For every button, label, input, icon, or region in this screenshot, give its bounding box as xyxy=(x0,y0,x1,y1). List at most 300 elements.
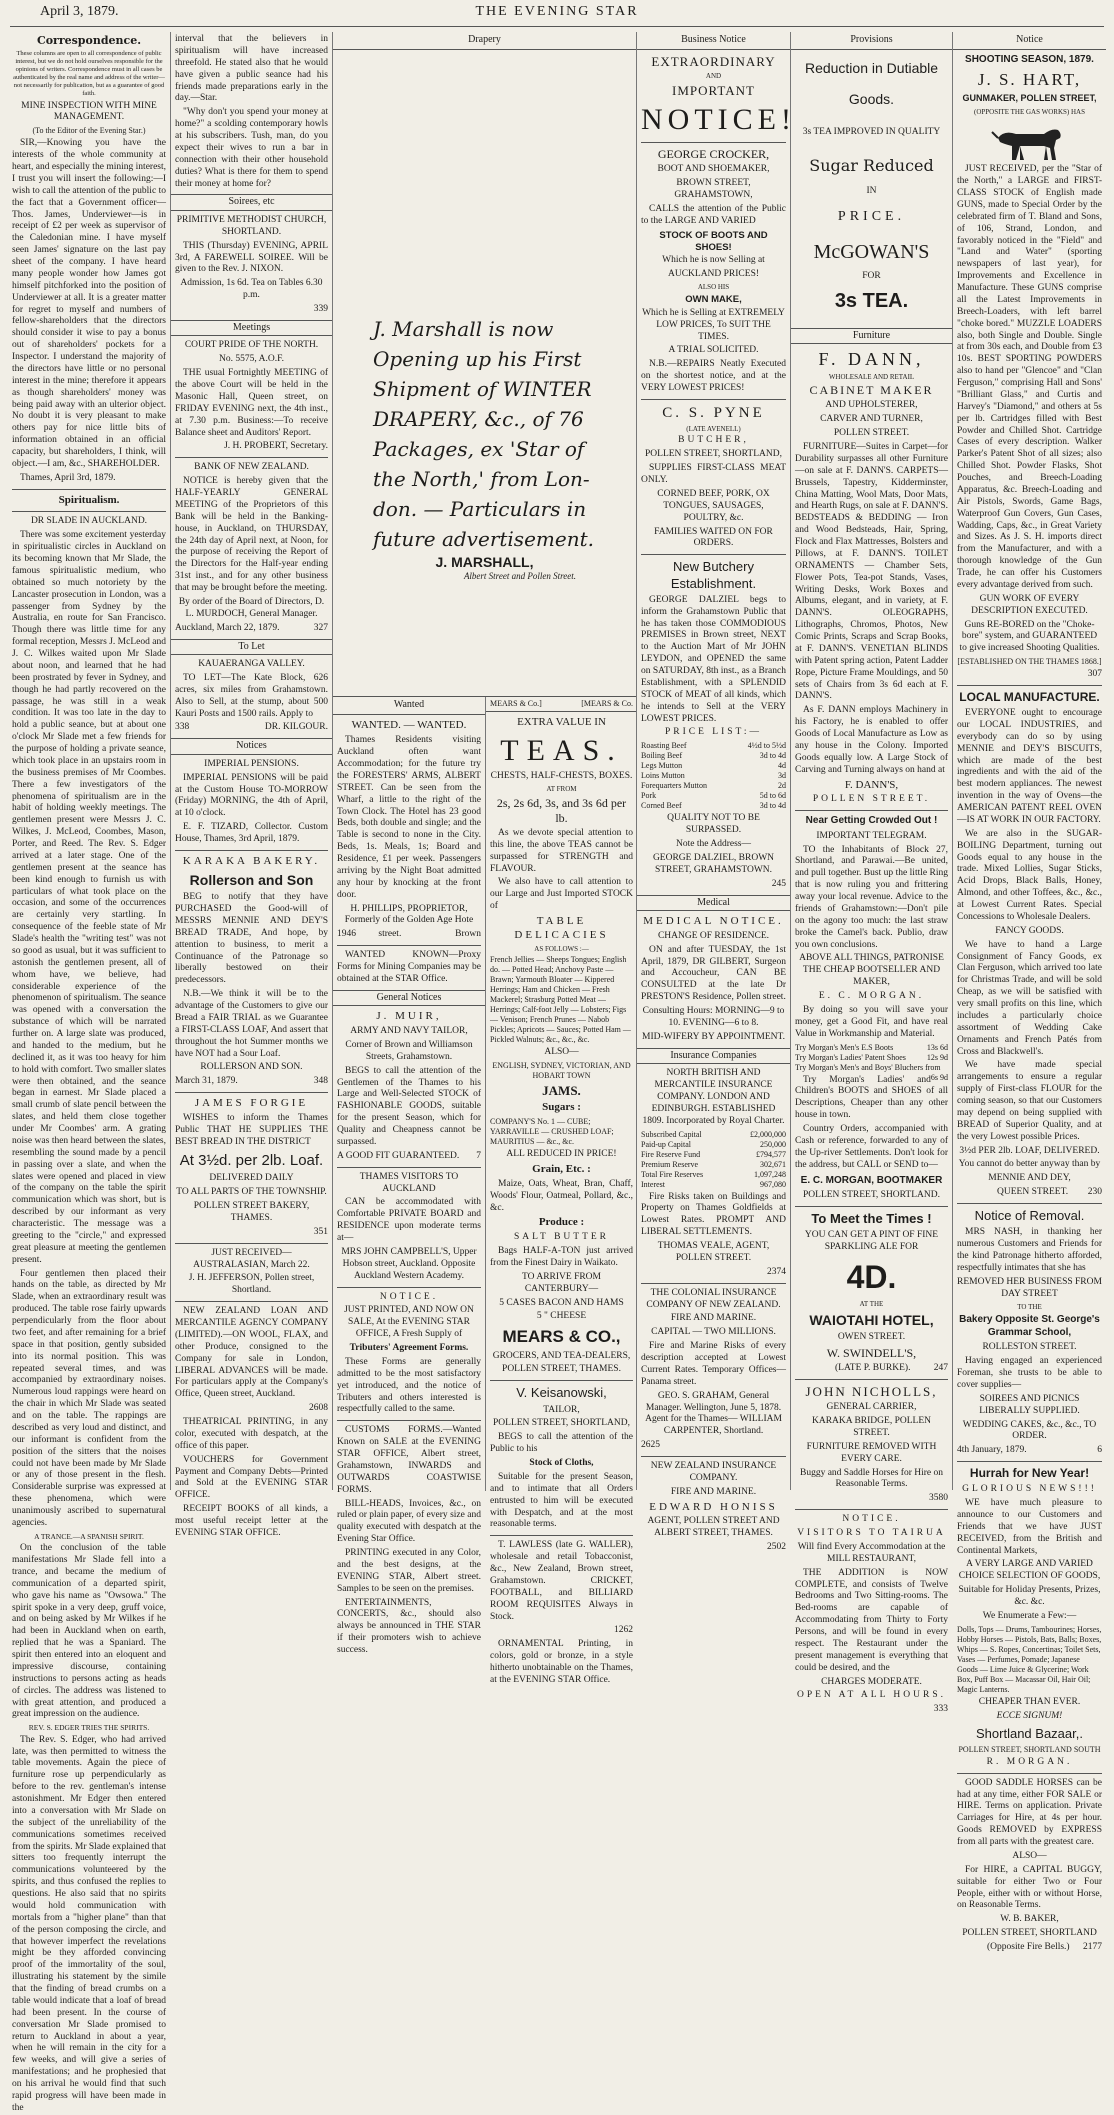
figure-value: 967,080 xyxy=(760,1179,786,1189)
divider xyxy=(337,945,481,946)
mears-address: POLLEN STREET, THAMES. xyxy=(502,1364,621,1375)
ad-number: 2502 xyxy=(767,1542,786,1553)
divider xyxy=(957,1461,1102,1462)
mennie-street-line xyxy=(957,1187,1102,1199)
medical-sub: CHANGE OF RESIDENCE. xyxy=(657,930,770,941)
section-notices: Notices xyxy=(171,738,332,755)
marshall-name: J. MARSHALL, xyxy=(435,553,534,570)
removal-date: 4th January, 1879. xyxy=(957,1445,1027,1456)
quality: QUALITY NOT TO BE SURPASSED. xyxy=(667,813,760,836)
cannot-do-better: You cannot do better anyway than by xyxy=(958,1159,1101,1170)
honiss-sign: AGENT, POLLEN STREET AND ALBERT STREET, THAMES. xyxy=(647,1516,780,1539)
section-to-let: To Let xyxy=(171,639,332,656)
muir-fit: A GOOD FIT GUARANTEED. xyxy=(337,1150,460,1161)
wanted-title: WANTED. — WANTED. xyxy=(351,718,467,731)
morgan-more: Try Morgan's Ladies' and Children's BOOTS and SHOES of all Descriptions, Cheaper than any other house in town. xyxy=(795,1074,948,1121)
produce-heading: Produce : xyxy=(538,1216,585,1229)
baker-opposite-line xyxy=(957,1942,1102,1954)
divider xyxy=(641,1283,786,1284)
column-notices xyxy=(170,32,332,1538)
tairua-open: OPEN AT ALL HOURS. xyxy=(796,1690,946,1701)
price-row xyxy=(641,771,786,781)
divider xyxy=(175,850,328,851)
divider xyxy=(12,511,166,512)
figure-row xyxy=(641,1150,786,1160)
crocker-name: GEORGE CROCKER, xyxy=(657,147,770,162)
buggy-body: For HIRE, a CAPITAL BUGGY, suitable for either Two or Four People, either with or without Horse, on Reasonable Terms. xyxy=(957,1864,1102,1911)
morgan-item-row xyxy=(795,1043,948,1053)
figure-row xyxy=(641,1140,786,1150)
correspondence-disclaimer: These columns are open to all correspondence of public interest, but we do not hold ourselves responsible for the opinions of writers. Correspondence must in all cases be authenticated by the real name and address of the writer—not necessarily for publication, but as a guarantee of good faith. xyxy=(13,49,165,98)
printing: PRINTING executed in any Color, and the best designs, at the EVENING STAR, Albert street. Samples to be seen on the premises. xyxy=(337,1548,481,1594)
waiotahi-hotel: WAIOTAHI HOTEL, xyxy=(809,1311,934,1328)
mcgowans-tea: 3s TEA. xyxy=(834,289,909,312)
pyne-late: (LATE AVENELL) xyxy=(686,424,741,433)
sugar-in: IN xyxy=(866,186,877,197)
dann-wholesale: WHOLESALE AND RETAIL xyxy=(828,372,915,381)
bnz-date: Auckland, March 22, 1879. xyxy=(175,622,280,633)
salt-butter-body: Bags HALF-A-TON just arrived from the Finest Dairy in Waikato. xyxy=(490,1246,633,1268)
divider xyxy=(337,1287,481,1288)
muir-name: J. MUIR, xyxy=(376,1010,442,1023)
price-item: Roasting Beef xyxy=(641,741,687,751)
dann-name: F. DANN, xyxy=(818,349,925,370)
marshall-line: the North,' from Lon- xyxy=(373,466,590,491)
price-row xyxy=(641,751,786,761)
forgie-bakery: POLLEN STREET BAKERY, THAMES. xyxy=(193,1201,310,1223)
pyne-address: POLLEN STREET, SHORTLAND, xyxy=(645,449,782,460)
notice-big: NOTICE! xyxy=(641,102,796,136)
star-notice-title: NOTICE. xyxy=(379,1291,439,1302)
crocker-own-make: OWN MAKE, xyxy=(685,293,742,305)
ad-number: 2608 xyxy=(309,1403,328,1414)
cheaper-than-ever: CHEAPER THAN EVER. xyxy=(978,1696,1081,1707)
divider xyxy=(641,1456,786,1457)
column-correspondence xyxy=(8,32,170,2113)
nicholls-buggy: Buggy and Saddle Horses for Hire on Reasonable Terms. xyxy=(799,1467,943,1490)
ad-number: 2625 xyxy=(641,1440,660,1451)
swindell-name: W. SWINDELL'S, xyxy=(826,1346,917,1360)
divider xyxy=(175,457,328,458)
divider xyxy=(957,1203,1102,1204)
cheese: 5 " CHEESE xyxy=(536,1311,587,1322)
crocker-stock: STOCK OF BOOTS AND SHOES! xyxy=(659,229,768,253)
price-value: 4d xyxy=(778,761,786,771)
dann-sign-street: POLLEN STREET. xyxy=(812,794,931,805)
mine-letter-title: MINE INSPECTION WITH MINE MANAGEMENT. xyxy=(21,100,157,123)
mears-name: MEARS & CO., xyxy=(502,1327,621,1347)
figure-row xyxy=(641,1160,786,1170)
rollerson-nb: N.B.—We think it will be to the advantage of the Customers to give our Bread a FAIR TRIAL as we Guarantee a FIRST-CLASS LOAF, And assert that throughout the hot Summer months we have NOT had a Sour Loaf. xyxy=(175,989,328,1059)
dann-carver: CARVER AND TURNER, xyxy=(820,414,923,425)
mcgowans: McGOWAN'S xyxy=(813,240,930,263)
wanted-street: street. xyxy=(378,929,402,940)
star-notice-body: JUST PRINTED, AND NOW ON SALE, At the EVENING STAR OFFICE, A Fresh Supply of xyxy=(344,1305,474,1340)
sugars-items: COMPANY'S No. 1 — CUBE; YARRAVILLE — CRUSHED LOAF; MAURITIUS — &c., &c. xyxy=(490,1117,614,1147)
divider xyxy=(175,1243,328,1244)
crocker-address: BROWN STREET, GRAHAMSTOWN, xyxy=(674,178,753,200)
ad-number: 307 xyxy=(1087,669,1102,680)
price-item: Corned Beef xyxy=(641,801,682,811)
extraordinary: EXTRAORDINARY xyxy=(651,53,776,69)
morgan-text: By doing so you will save your money, get a Good Fit, and have real Value in Workmanship and Material. xyxy=(795,1004,948,1039)
ad-number: 327 xyxy=(313,622,328,633)
section-notice: Notice xyxy=(953,32,1106,50)
wanted-known-body: WANTED KNOWN—Proxy Forms for Mining Companies may be obtained at the STAR Office. xyxy=(337,950,481,984)
dann-cabinet: CABINET MAKER xyxy=(809,383,934,398)
section-business-notice: Business Notice xyxy=(637,32,790,50)
price-list-title: PRICE LIST:— xyxy=(664,727,763,738)
divider xyxy=(641,554,786,555)
pensions-title: IMPERIAL PENSIONS. xyxy=(204,758,299,769)
price-list xyxy=(641,741,786,811)
removal-wedding: WEDDING CAKES, &c., &c., TO ORDER. xyxy=(962,1419,1097,1442)
bnz-body: NOTICE is hereby given that the HALF-YEARLY GENERAL MEETING of the Proprietors of this Bank will be held in the Banking-house, in Auckland, on THURSDAY, the 24th day of April next, at Noon, for the purpose of receiving the Report of the Directors for the Half-year ending 31st inst., and for any other business that may be brought before the meeting. xyxy=(175,476,328,593)
mine-letter-sign: Thames, April 3rd, 1879. xyxy=(20,472,116,483)
ad-number: 338 xyxy=(175,722,190,733)
removal-body-2: Having engaged an experienced Foreman, she trusts to be able to cover supplies— xyxy=(957,1356,1102,1390)
grain-items: Maize, Oats, Wheat, Bran, Chaff, Woods' Flour, Oatmeal, Pollard, &c., &c. xyxy=(490,1178,633,1213)
saddle-also: ALSO— xyxy=(1012,1850,1047,1861)
meet-times-title: To Meet the Times ! xyxy=(811,1210,932,1226)
divider xyxy=(795,1379,948,1380)
divider xyxy=(490,1535,633,1536)
marshall-ad xyxy=(333,54,636,714)
rollerson-body: BEG to notify that they have PURCHASED the Good-will of MESSRS MENNIE AND DEY'S BREAD TRADE, And hope, by attention to business, to merit a Continuance of the Patronage so liberally bestowed on their predecessors. xyxy=(175,892,328,986)
reduction-title: Reduction in Dutiable xyxy=(804,59,939,76)
lawless-body: T. LAWLESS (late G. WALLER), wholesale and retail Tobacconist, &c., New Zealand, Brown street, Grahamstown. CRICKET, FOOTBALL, and BILLIARD ROOM REQUISITES Always in Stock. xyxy=(490,1540,633,1622)
spiritualism-body-2: Four gentlemen then placed their hands on the table, as directed by Mr Slade, when an extraordinary result was produced. The table rose fairly upwards perpendicularly from the floor about two feet, and after remaining for a brief space in that position, gently subsided into its normal position. This was repeated several times, and was accompanied by extraordinary noises. Numerous loud rappings were heard on the chair in which Mr Slade was seated and on the table. The rappings are described as very loud and distinct, and our informant is confident from the position of the sitters that the noises could not have been made by Mr Slade or any of those present in the flesh. Considerable surprise was expressed at these phenomena, which were unanimously ascribed to supernatural agencies. xyxy=(12,1268,166,1528)
mennie-dey: MENNIE AND DEY, xyxy=(988,1173,1071,1184)
mears-header-right: [MEARS & Co. xyxy=(581,699,633,708)
morgan-name: E. C. MORGAN. xyxy=(818,991,925,1001)
removal-date-line xyxy=(957,1445,1102,1457)
bazaar-address: POLLEN STREET, SHORTLAND SOUTH xyxy=(958,1744,1101,1754)
local-manufacture-body-3: We have to hand a Large Consignment of Fancy Goods, ex Clan Ferguson, which arrived too late for Christmas Trade, and will be sold Cheap, as we will be satisfied with very small profits on this line, which includes a particularly choice assortment of Wedding Cake Ornaments and French Patés from Cross and Blackwell's. xyxy=(957,939,1102,1057)
spiritualism-body: There was some excitement yesterday in spiritualistic circles in Auckland on its becoming known that Mr Slade, the famous spiritualistic medium, who obtained so much notoriety by the Lancaster prosecution in London, was a passenger from Sydney by the Australia, en route for San Francisco. Though there was little time for any formal reception, Messrs J. McLeod and J. C. Wilkes waited upon Mr Slade about noon, and learned that he had been prostrated by fever in Sydney, and though he had partly recovered on the passage, he was still in a weak condition. It was too late in the day to hold a public seance, but at about one o'clock Mr Slade met a few friends for the purpose of holding a private seance, which took place in an upstairs room in the business premises of Mr Coombes. There a few investigators of the phenomena of spiritualism are in the habit of holding weekly meetings. The gentlemen present were Messrs J. C. Wilkes, J. McLeod, Coombes, Mason, Porter, and Reed. The Rev. S. Edger arrived at a later stage. One of the gentlemen present at the seance has been kind enough to furnish us with particulars of what took place on the occasion, and some of the occurrences are certainly very startling. In consequence of the feeble state of Mr Slade's health the "writing test" was not so good as usual, but it was sufficient to astonish the gentlemen present, all of whom have, we believe, had considerable experience of the phenomenon of spiritualism. The seance was opened with a conversation the substance of which will be narrated further on. A large slate was produced, and handed to the medium, but he declined it, as it was too heavy for him to hold with comfort. Two smaller slates were then obtained, and the seance began in earnest. Mr Slade placed a small crumb of slate pencil between the slates, and held them close together under Mr Coombes' arm. A grating noise was then heard between the slates, resembling the sound made by a pencil in passing over a slate, and when the slates were opened and placed in view of the company on the table the spirit communication which was short, but is described by our informant as very characteristic. The message was a greeting to the "circle," and expressed great pleasure at meeting the gentlemen present. xyxy=(12,530,166,1265)
hart-reboring: Guns RE-BORED on the "Choke-bore" system, and GUARANTEED to give increased Shooting Qualities. xyxy=(959,619,1100,654)
column-drapery xyxy=(332,32,636,1685)
thames-visitors-title: THAMES VISITORS TO AUCKLAND xyxy=(359,1171,459,1194)
marshall-line: DRAPERY, &c., of 76 xyxy=(373,406,584,431)
divider xyxy=(641,399,786,400)
crocker-body: CALLS the attention of the Public to the LARGE AND VARIED xyxy=(641,203,786,226)
spiritualism-subheading: DR SLADE IN AUCKLAND. xyxy=(30,516,148,527)
pensions-sign: E. F. TIZARD, Collector. Custom House, Thames, 3rd April, 1879. xyxy=(175,822,328,844)
wanted-num-line xyxy=(337,929,481,941)
delicacies-items: French Jellies — Sheeps Tongues; English do. — Potted Head; Anchovy Paste — Brawn; Yarmouth Bloater — Kippered Herrings; Ham and Chicken — Fresh Mackerel; Strasburg Potted Meat — Herrings; Calf-foot Jelly — Lobsters; Figs — Venison; French Prunes — Nabob Pickles; Apricots — Sauces; Potted Ham — Pickled Walnuts; &c., &c., &c. xyxy=(490,955,631,1045)
forgie-delivered: DELIVERED DAILY xyxy=(209,1173,294,1184)
loaf-price: 3½d PER 2lb. LOAF, DELIVERED. xyxy=(959,1145,1100,1156)
hart-body: JUST RECEIVED, per the "Star of the North," a LARGE and FIRST-CLASS STOCK of English made GUNS, made to Special Order by the celebrated firm of T. Bland and Sons, of 106, Strand, London, and favorably noticed in the "Field" and "Land and Water" (sporting newspapers of last year), for Improvements and Excellence in Manufacture. These GUNS comprise all the Latest Improvements in Breech-Loaders, with left barrel "choke bored." MUZZLE LOADERS also, both Single and Double. Single at from 30s each, and Double from £3 10s. BEST SPORTING POWDERS also to hand per "Glencoe" and "Clan Ferguson," comprising Hall and Sons' "Brilliant Glass," and Curtis and Harvey's "Diamond," and others at 5s per lb. Cartridges filled with Best Powder and Chilled Shot. Cartridge Cases of every description. Walker Parker's Patent Shot of all sizes; also Chilled Shot. Powder Flasks, Shot Pouches, and Breech-Loading Apparatus, &c. Breech-Loading and Air Pistols, Swords, Game Bags, Waterproof Gun Covers, Gun Cases, Wadding, Caps, &c., in Great Variety and Sizes. As J. S. H. imports direct from the Manufacturer, and with a thorough knowledge of the Gun Trade, he can offer his Customers every advantage derived from such. xyxy=(957,164,1102,590)
ad-number: 1946 xyxy=(337,929,356,940)
muir-trade: ARMY AND NAVY TAILOR, xyxy=(350,1026,468,1036)
colonial-body: Fire and Marine Risks of every description accepted at Lowest Current Rates. Temporary Offices—Panama street. xyxy=(641,1341,786,1387)
pyne-trade: BUTCHER, xyxy=(678,435,749,446)
divider xyxy=(957,1773,1102,1774)
divider xyxy=(957,685,1102,686)
nicholls-trade: GENERAL CARRIER, xyxy=(826,1402,917,1413)
divider xyxy=(175,1092,328,1093)
mears-header-left: MEARS & Co.] xyxy=(490,699,542,708)
tairua-visitors: VISITORS TO TAIRUA xyxy=(797,1528,946,1538)
muir-address: Corner of Brown and Williamson Streets, Grahamstown. xyxy=(345,1039,473,1062)
just-received-title: JUST RECEIVED— AUSTRALASIAN, March 22. xyxy=(193,1247,310,1270)
masthead xyxy=(0,0,1114,30)
divider xyxy=(175,1301,328,1302)
tairua-notice: NOTICE. xyxy=(842,1514,901,1525)
to-arrive: TO ARRIVE FROM CANTERBURY— xyxy=(521,1271,601,1294)
correspondence-heading: Correspondence. xyxy=(36,34,142,47)
mine-letter-to: (To the Editor of the Evening Star.) xyxy=(32,126,146,136)
meet-times-body: YOU CAN GET A PINT OF FINE SPARKLING ALE FOR xyxy=(804,1230,939,1252)
ad-number: 2374 xyxy=(767,1266,786,1277)
colonial-fire-marine: FIRE AND MARINE. xyxy=(670,1313,757,1324)
crocker-prices: AUCKLAND PRICES! xyxy=(667,269,760,280)
teas-body: As we devote special attention to this line, the above TEAS cannot be surpassed for STRENGTH and FLAVOUR. xyxy=(490,827,633,874)
teas-at-from: AT FROM xyxy=(546,785,577,794)
hart-opposite: (OPPOSITE THE GAS WORKS) HAS xyxy=(974,107,1085,116)
trance-body: On the conclusion of the table manifestations Mr Slade fell into a trance, and became the medium of communication of a departed spirit, who gave his name as "Owsowa." The spirit spoke in a very deep, gruff voice, and on being asked by Mr Wilkes if he had been in Auckland when on earth, replied that he was a Spaniard. The spirit then entered into an eloquent and impressive discourse, containing instructions to persons acting as heads of circles. The address was listened to with great attention, and produced a great impression on the audience. xyxy=(12,1543,166,1720)
dann-upholsterer: AND UPHOLSTERER, xyxy=(825,400,918,411)
medical-body: ON and after TUESDAY, the 1st April, 1879, DR GILBERT, Surgeon and Accoucheur, CAN BE CONSULTED at the late Dr PRESTON'S Residence, Pollen street. xyxy=(641,944,786,1003)
nicholls-name: JOHN NICHOLLS, xyxy=(805,1383,938,1399)
morgan-price: 12s 9d xyxy=(926,1052,948,1062)
mears-header xyxy=(486,697,637,712)
spiritualism-heading: Spiritualism. xyxy=(58,493,120,506)
forgie-title: JAMES FORGIE xyxy=(194,1097,309,1110)
keisanowski-name: V. Keisanowski, xyxy=(516,1385,607,1401)
colonial-title: THE COLONIAL INSURANCE COMPANY OF NEW ZEALAND. xyxy=(646,1287,781,1310)
crowded-out-sub: IMPORTANT TELEGRAM. xyxy=(816,830,927,841)
column-notice xyxy=(952,32,1106,1952)
wanted-body: Thames Residents visiting Auckland often want Accommodation; for the future try the FORESTERS' ARMS, ALBERT STREET. Can be seen from the Wharf, a little to the right of the Town Clock. The Hotel has 23 good Beds, both double and single; and the Table is second to none in the City. Beds, 1s. Meals, 1s; Board and Residence, £1 per week. Passengers arriving by the Night Boat admitted any hour by knocking at the front door. xyxy=(337,735,481,900)
pyne-families: FAMILIES WAITED ON FOR ORDERS. xyxy=(654,526,773,549)
ad-number: 333 xyxy=(933,1704,948,1715)
receipt-books: RECEIPT BOOKS of all kinds, a most useful receipt letter at the EVENING STAR OFFICE. xyxy=(175,1504,328,1538)
just-received-sign: J. H. JEFFERSON, Pollen street, Shortland. xyxy=(188,1273,315,1296)
extraordinary-and: AND xyxy=(705,71,722,80)
marshall-line: don. — Particulars in xyxy=(373,496,587,521)
kauaeranga-title: KAUAERANGA VALLEY. xyxy=(198,659,305,669)
sugar-price: PRICE. xyxy=(837,209,906,225)
muir-fit-line xyxy=(337,1151,481,1163)
marshall-line: Opening up his First xyxy=(373,346,582,371)
swindell-late: (LATE P. BURKE). xyxy=(835,1363,911,1373)
dann-street: POLLEN STREET. xyxy=(833,428,910,439)
local-manufacture-body-2: We are also in the SUGAR-BOILING Department, turning out Goods equal to any house in the trade. Mixed Lollies, Sugar Sticks, Acid Drops, Black Balls, Honey, Almond, and other Toffees, &c., &c., at Lowest Current Rates. Special Concessions to Wholesale Dealers. xyxy=(957,828,1102,922)
shooting-season: SHOOTING SEASON, 1879. xyxy=(965,53,1094,65)
morgan-item: Try Morgan's Men's and Boys' Bluchers from xyxy=(795,1062,941,1072)
column-wanted xyxy=(333,697,485,1655)
divider xyxy=(795,1206,948,1207)
jams-origins: ENGLISH, SYDNEY, VICTORIAN, AND HOBART TOWN xyxy=(492,1061,631,1081)
pensions-body: IMPERIAL PENSIONS will be paid at the Custom House TO-MORROW (Friday) MORNING, the 4th of April, at 10 o'clock. xyxy=(175,772,328,819)
nz-loan-body: NEW ZEALAND LOAN AND MERCANTILE AGENCY COMPANY (LIMITED).—ON WOOL, FLAX, and other Produce, consigned to the Company for sale in London, LIBERAL ADVANCES will be made. For particulars apply at the Company's Office, Queen street, Auckland. xyxy=(175,1306,328,1400)
removal-bakery: Bakery Opposite St. George's Grammar School, xyxy=(959,1314,1100,1338)
figure-row xyxy=(641,1170,786,1180)
removal-body: MRS NASH, in thanking her numerous Customers and Friends for the kind Patronage hitherto afforded, respectfully intimates that she has xyxy=(957,1227,1102,1273)
delicacies-follows: AS FOLLOWS :— xyxy=(534,944,589,953)
ad-number: 339 xyxy=(313,304,328,314)
salt-butter: SALT BUTTER xyxy=(513,1232,610,1243)
kauaeranga-signer: DR. KILGOUR. xyxy=(264,722,328,733)
morgan-price: 13s 6d xyxy=(926,1042,948,1052)
court-pride-number: No. 5575, A.O.F. xyxy=(219,354,284,365)
divider xyxy=(795,810,948,811)
north-british-figures xyxy=(641,1130,786,1190)
marshall-address: Albert Street and Pollen Street. xyxy=(463,571,576,581)
marshall-line: Packages, ex 'Star of xyxy=(373,436,585,461)
section-insurance: Insurance Companies xyxy=(637,1048,790,1065)
medical-title: MEDICAL NOTICE. xyxy=(643,915,784,927)
pointer-dog-illustration xyxy=(990,118,1070,162)
thames-visitors-body: CAN be accommodated with Comfortable PRIVATE BOARD and RESIDENCE upon moderate terms at— xyxy=(337,1197,481,1243)
note-address: Note the Address— xyxy=(676,839,751,849)
divider xyxy=(490,1380,633,1381)
nicholls-address: KARAKA BRIDGE, POLLEN STREET. xyxy=(811,1416,931,1438)
court-pride-body: THE usual Fortnightly MEETING of the above Court will be held in the Masonic Hall, Queen street, on FRIDAY EVENING next, the 4th inst., at 7.30 p.m. Business:—To receive Balance sheet and Auditors' Report. xyxy=(175,368,328,438)
pm-church-title: PRIMITIVE METHODIST CHURCH, SHORTLAND. xyxy=(176,214,327,237)
price-item: Forequarters Mutton xyxy=(641,781,707,791)
section-provisions: Provisions xyxy=(791,32,952,50)
crocker-trial: A TRIAL SOLICITED. xyxy=(668,345,759,356)
figure-label: Interest xyxy=(641,1179,665,1189)
crowded-out-title: Near Getting Crowded Out ! xyxy=(805,815,938,827)
ad-number: 348 xyxy=(313,1076,328,1087)
morgan-country: Country Orders, accompanied with Cash or reference, forwarded to any of the Up-river Settlements. Don't look for the address, but CALL or SEND to— xyxy=(795,1124,948,1170)
price-value: 3d xyxy=(778,771,786,781)
jams-heading: JAMS. xyxy=(542,1083,581,1099)
price-item: Loins Mutton xyxy=(641,771,685,781)
ad-number: 245 xyxy=(771,878,786,889)
price-value: 2d xyxy=(778,781,786,791)
figure-row xyxy=(641,1180,786,1190)
ad-number: 7 xyxy=(476,1150,481,1161)
price-item: Boiling Beef xyxy=(641,751,683,761)
dalziel-sign: GEORGE DALZIEL, BROWN STREET, GRAHAMSTOWN. xyxy=(652,852,775,875)
ale-price: 4D. xyxy=(846,1258,897,1295)
figure-value: 302,671 xyxy=(760,1159,786,1169)
midwifery: MID-WIFERY BY APPOINTMENT. xyxy=(642,1031,785,1042)
baker-opposite: (Opposite Fire Bells.) xyxy=(987,1942,1070,1952)
price-row xyxy=(641,741,786,751)
sugar-reduced: Sugar Reduced xyxy=(809,156,934,176)
muir-body: BEGS to call the attention of the Gentlemen of the Thames to his Large and Well-Selected STOCK of FASHIONABLE GOODS, suitable for the present Season, which for Quality and Cheapness cannot be surpassed. xyxy=(337,1065,481,1147)
keisanowski-address: POLLEN STREET, SHORTLAND, xyxy=(493,1418,630,1429)
removal-street: ROLLESTON STREET. xyxy=(982,1342,1077,1353)
figure-value: 1,097,248 xyxy=(754,1169,786,1179)
keisanowski-body: BEGS to call the attention of the Public to his xyxy=(490,1432,633,1455)
pm-church-body: THIS (Thursday) EVENING, APRIL 3rd, A FAREWELL SOIREE. Will be given to the Rev. J. NIXON. xyxy=(175,240,328,275)
keisanowski-stock: Stock of Cloths, xyxy=(529,1458,594,1468)
north-british-body: NORTH BRITISH AND MERCANTILE INSURANCE COMPANY. LONDON AND EDINBURGH. ESTABLISHED 1809. Incorporated by Royal Charter. xyxy=(642,1068,785,1126)
tea-improved: 3s TEA IMPROVED IN QUALITY xyxy=(802,126,941,137)
divider xyxy=(641,142,786,143)
nz-insurance-fire-marine: FIRE AND MARINE. xyxy=(670,1486,757,1497)
mennie-street: QUEEN STREET. xyxy=(997,1187,1069,1198)
crowded-out-body: TO the Inhabitants of Block 27, Shortland, and Parawai.—Be united, and pull together. Bust up the little Ring that is now ruling you and frittering away your local revenue. Advice to the friends of Grahamstown:—Don't pile on the agony too much: the last straw broke the Camel's back. Publio, draw you own conclusions. xyxy=(795,844,948,950)
bnz-order: By order of the Board of Directors, D. L. MURDOCH, General Manager. xyxy=(178,596,325,619)
new-butchery-title: New Butchery Establishment. xyxy=(670,559,757,591)
sugars-reduced: ALL REDUCED IN PRICE! xyxy=(506,1149,617,1160)
sugars-heading: Sugars : xyxy=(542,1101,581,1114)
vouchers: VOUCHERS for Government Payment and Company Debts—Printed and Sold at the EVENING STAR OFFICE. xyxy=(175,1454,328,1501)
teas-heading: TEAS. xyxy=(500,733,623,767)
ad-number: 6 xyxy=(1097,1445,1102,1456)
crowded-out-above: ABOVE ALL THINGS, PATRONISE THE CHEAP BOOTSELLER AND MAKER, xyxy=(799,953,944,988)
nicholls-body: FURNITURE REMOVED WITH EVERY CARE. xyxy=(806,1441,937,1464)
price-row xyxy=(641,761,786,771)
edger-subheading: REV. S. EDGER TRIES THE SPIRITS. xyxy=(28,1723,150,1733)
figure-label: Subscribed Capital xyxy=(641,1129,702,1139)
morgan-items xyxy=(795,1042,948,1082)
rollerson-date-line xyxy=(175,1076,328,1088)
dann-sign: F. DANN'S, xyxy=(844,778,899,791)
tributers-desc: These Forms are generally admitted to be the most satisfactory yet introduced, and the notice of Tributers and others interested is respectfully called to the same. xyxy=(337,1356,481,1415)
hurrah-selection: A VERY LARGE AND VARIED CHOICE SELECTION OF GOODS, xyxy=(958,1559,1101,1582)
hurrah-items: Dolls, Tops — Drums, Tambourines; Horses, Hobby Horses — Pistols, Bats, Balls; Boxes, Whips — S. Ropes, Concertinas; Toilet Sets, Vases — Perfumes, Pomade; Japanese Goods — Lime Juice & Glycerine; Work Box, Puff Box — Macassar Oil, Hair Oil; Magic Lanterns. xyxy=(957,1624,1102,1694)
ad-number: 3580 xyxy=(929,1493,948,1504)
figure-value: 250,000 xyxy=(760,1139,786,1149)
saddle-horses-body: GOOD SADDLE HORSES can be had at any time, either FOR SALE or HIRE. Terms on application. Private Carriages for Hire, at 4s per hour. Goods REMOVED by EXPRESS from all parts with the greatest care. xyxy=(957,1777,1102,1847)
bnz-title: BANK OF NEW ZEALAND. xyxy=(194,462,309,473)
divider xyxy=(337,1420,481,1421)
figure-value: £2,000,000 xyxy=(750,1129,786,1139)
price-row xyxy=(641,801,786,811)
ad-number: 230 xyxy=(1087,1187,1102,1198)
crocker-selling: Which he is now Selling at xyxy=(662,255,765,266)
morgan-item: Try Morgan's Ladies' Patent Shoes xyxy=(795,1052,906,1062)
colonial-sign: GEO. S. GRAHAM, General Manager. Wellington, June 5, 1878. Agent for the Thames— WILLIAM CARPENTER, Shortland. xyxy=(645,1390,782,1437)
teas-price: 2s, 2s 6d, 3s, and 3s 6d per lb. xyxy=(496,795,627,825)
court-pride-title: COURT PRIDE OF THE NORTH. xyxy=(184,340,319,351)
teas-chests: CHESTS, HALF-CHESTS, BOXES. xyxy=(490,771,633,782)
forgie-body: WISHES to inform the Thames Public THAT HE SUPPLIES THE BEST BREAD IN THE DISTRICT xyxy=(175,1112,328,1147)
figure-label: Paid-up Capital xyxy=(641,1139,691,1149)
section-medical: Medical xyxy=(637,895,790,912)
price-value: 5d to 6d xyxy=(759,791,786,801)
rollerson-date: March 31, 1879. xyxy=(175,1076,238,1087)
nz-insurance-title: NEW ZEALAND INSURANCE COMPANY. xyxy=(650,1461,777,1483)
column-business xyxy=(636,32,796,1553)
figure-label: Premium Reserve xyxy=(641,1159,699,1169)
karaka-bakery-title: KARAKA BAKERY. xyxy=(182,854,321,867)
hart-trade: GUNMAKER, POLLEN STREET, xyxy=(962,93,1097,104)
price-row xyxy=(641,781,786,791)
important: IMPORTANT xyxy=(671,82,755,98)
figure-row xyxy=(641,1130,786,1140)
tairua-mill: Will find Every Accommodation at the MILL RESTAURANT, xyxy=(797,1541,946,1564)
removal-soirees: SOIREES AND PICNICS LIBERALLY SUPPLIED. xyxy=(979,1393,1080,1416)
price-value: 3d to 4d xyxy=(759,801,786,811)
mcgowans-for: FOR xyxy=(862,270,881,281)
grain-heading: Grain, Etc. : xyxy=(532,1163,591,1175)
bnz-sign xyxy=(175,623,328,635)
hurrah-enumerate: We Enumerate a Few:— xyxy=(982,1610,1077,1621)
tairua-charges: CHARGES MODERATE. xyxy=(821,1676,922,1687)
dann-body: FURNITURE—Suites in Carpet—for Durability surpasses all other Furniture—on sale at F. DANN'S. CARPETS—Brussels, Tapestry, Kidderminster, China Matting, Wool Mats, Door Mats, and Hearth Rugs, on sale at F. DANN'S. BEDSTEADS & BEDDING — Iron and Wood Bedsteads, Hair, Spring, Flock and Flax Mattresses, Bolsters and Pillows, at F. DANN'S. TOILET ORNAMENTS — Chamber Sets, Flower Pots, Tea-pot Stands, Vases, Writing Desks, Work Boxes and Albums, elegant, and in variety, at F. DANN'S. OLEOGRAPHS, Lithographs, Chromos, Photos, New Comic Prints, Scraps and Scrap Books, at F. DANN'S. VENETIAN BLINDS with Patent spring action, Patent Ladder Rope, Picture Frame Mouldings, and 50 sets of Chairs from 3s 6d each at F. DANN'S. xyxy=(795,442,948,702)
price-item: Legs Mutton xyxy=(641,761,683,771)
notice-of-removal: Notice of Removal. xyxy=(974,1208,1085,1223)
column-provisions xyxy=(790,32,952,1715)
keisanowski-body-2: Suitable for the present Season, and to intimate that all Orders entrusted to him will be executed with Despatch, and at the most reasonable terms. xyxy=(490,1471,633,1530)
forgie-parts: TO ALL PARTS OF THE TOWNSHIP. xyxy=(176,1187,327,1198)
colonial-capital: CAPITAL — TWO MILLIONS. xyxy=(651,1327,776,1338)
owen-street: OWEN STREET. xyxy=(837,1332,906,1343)
ad-number: 2177 xyxy=(1083,1942,1102,1952)
price-value: 4½d to 5½d xyxy=(747,741,786,751)
